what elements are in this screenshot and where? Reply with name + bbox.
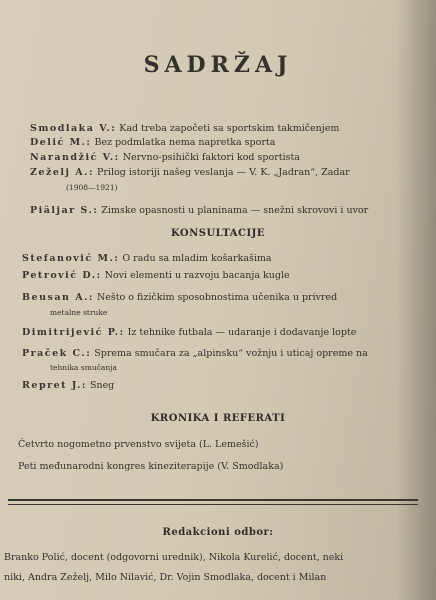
toc-entry [30,205,368,216]
entry-title: Sneg [89,380,115,391]
toc-entry: Četvrto nogometno prvenstvo svijeta (L. Lemešić) [18,439,259,450]
entry-title: Bez podmlatka nema napretka sporta [94,137,276,148]
section-heading-konsultacije: KONSULTACIJE [170,228,266,239]
board-line: Branko Polić, docent (odgovorni urednik), Nikola Kurelić, docent, neki [4,552,344,563]
entry-title: Iz tehnike futbala — udaranje i dodavanje lopte [127,327,357,338]
entry-author: Stefanović M.: [22,253,120,264]
entry-author: Repret J.: [22,380,87,391]
toc-entry-continuation: tehnika smučanja [50,363,118,372]
toc-entry-continuation: (1908—1921) [66,183,118,192]
entry-author: Praček C.: [22,348,92,359]
entry-title: O radu sa mladim košarkašima [122,253,272,264]
entry-title: Prilog istoriji našeg veslanja — V. K. „Jadran“, Zadar [97,167,350,178]
toc-entry [30,137,275,148]
entry-title: Novi elementi u razvoju bacanja kugle [104,270,290,281]
entry-title: Nešto o fizičkim sposobnostima učenika u privred [96,292,338,303]
toc-entry-continuation: metalne struke [50,308,108,317]
section-heading-kronika: KRONIKA I REFERATI [150,413,286,424]
entry-title: Sprema smučara za „alpinsku“ vožnju i uticaj opreme na [94,348,368,359]
entry-author: Dimitrijević P.: [22,327,125,338]
toc-entry: Peti međunarodni kongres kineziterapije (V. Smodlaka) [18,461,284,472]
entry-author: Zeželj A.: [30,167,94,178]
toc-entry [22,292,337,303]
page-title: SADRŽAJ [143,52,293,78]
entry-title: Zimske opasnosti u planinama — snežni skrovovi i uvor [101,205,369,216]
toc-entry [30,167,350,178]
entry-title: Nervno-psihički faktori kod sportista [122,152,300,163]
toc-entry [22,270,290,281]
toc-entry [22,348,368,359]
entry-author: Petrović D.: [22,270,102,281]
toc-entry [22,253,272,264]
divider-rule [8,504,418,505]
divider-rule [8,499,418,501]
entry-author: Smodlaka V.: [30,123,117,134]
toc-entry [22,380,114,391]
entry-author: Narandžić V.: [30,152,120,163]
board-line: niki, Andra Zeželj, Milo Nilavić, Dr. Vojin Smodlaka, docent i Milan [4,572,327,583]
toc-entry [30,152,300,163]
toc-entry [22,327,356,338]
entry-author: Beusan A.: [22,292,94,303]
entry-title: Kad treba započeti sa sportskim takmičenjem [119,123,340,134]
board-heading: Redakcioni odbor: [162,527,274,538]
entry-author: Piäljar S.: [30,205,99,216]
entry-author: Delić M.: [30,137,92,148]
page-shadow [396,0,436,600]
toc-entry [30,123,339,134]
